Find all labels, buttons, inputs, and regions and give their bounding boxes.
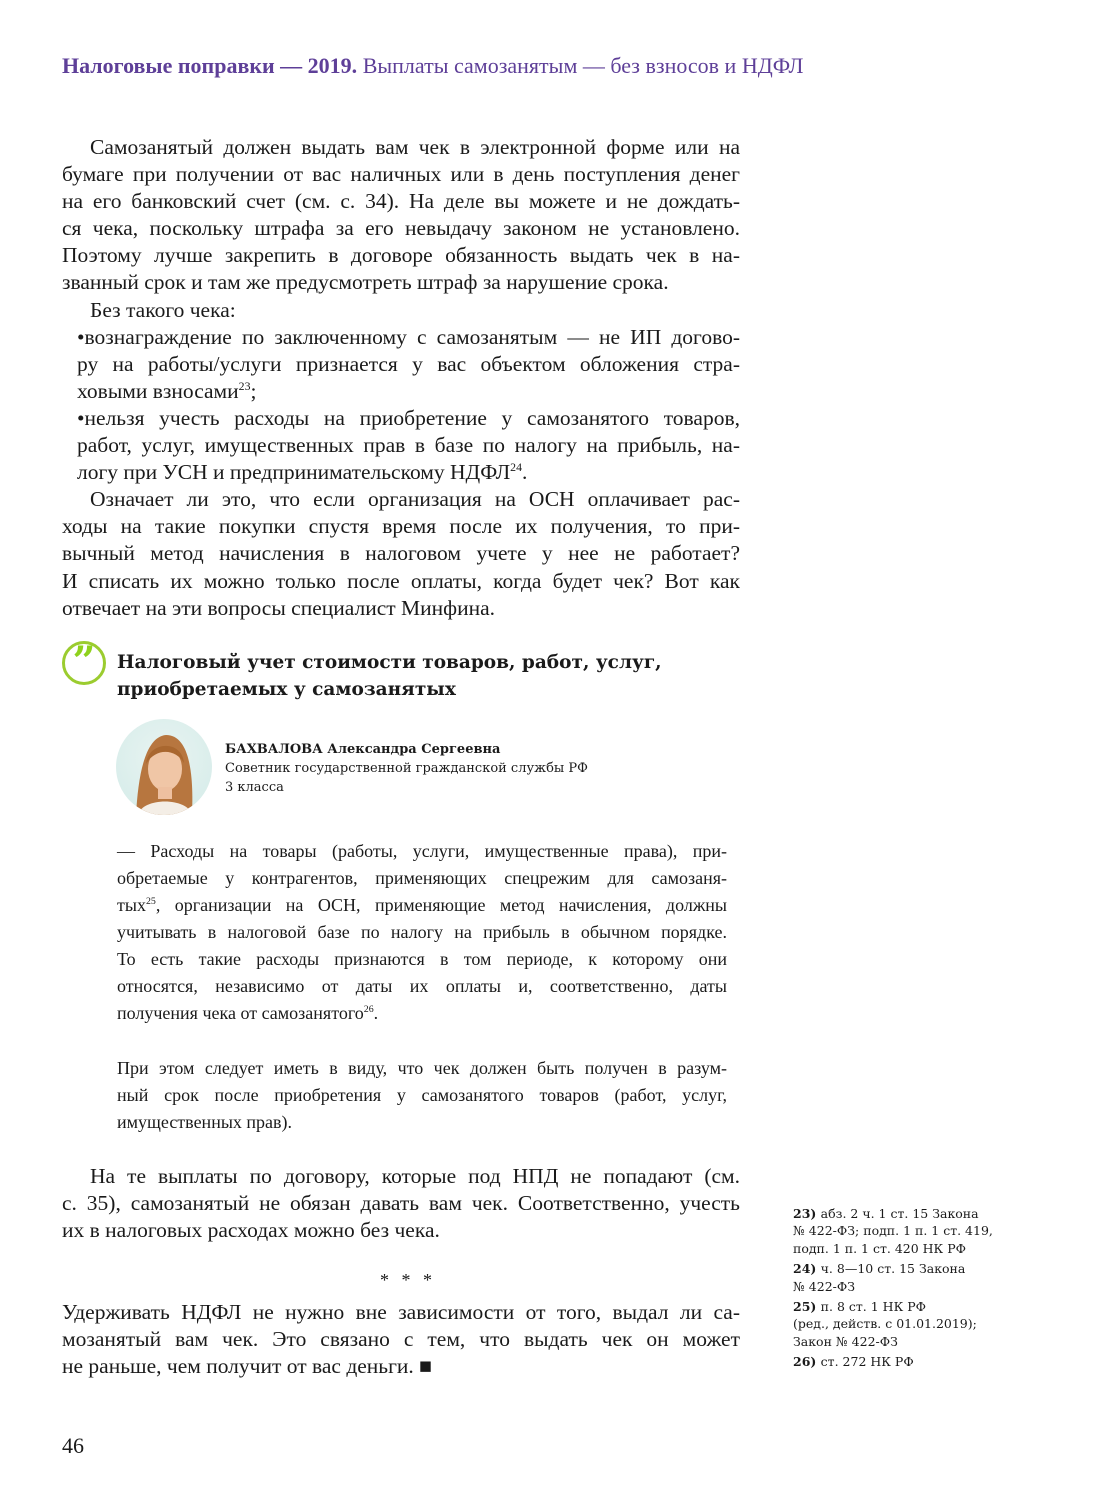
expert-photo bbox=[116, 719, 212, 815]
body-text-final bbox=[62, 1299, 740, 1380]
text-line: мозанятый вам чек. Это связано с тем, что выдать чек он может bbox=[62, 1327, 740, 1352]
text-line: учитывать в налоговой базе по налогу на прибыль в обычном порядке. bbox=[117, 922, 727, 942]
header-title: Выплаты самозанятым — без взносов и НДФЛ bbox=[362, 53, 804, 78]
text-line: При этом следует иметь в виду, что чек должен быть получен в разум- bbox=[117, 1058, 727, 1078]
text-line: ный срок после приобретения у самозанятого товаров (работ, услуг, bbox=[117, 1085, 727, 1105]
text-line: вычный метод начисления в налоговом учете у нее не работает? bbox=[62, 541, 740, 566]
expert-quote bbox=[117, 838, 727, 1027]
text-line: То есть такие расходы признаются в том периоде, к которому они bbox=[117, 949, 727, 969]
text-line: получения чека от самозанятого$^{26}$. bbox=[117, 1003, 379, 1023]
footnote: 26) ст. 272 НК РФ bbox=[793, 1354, 914, 1370]
footnote: 25) п. 8 ст. 1 НК РФ (ред., действ. с 01.01.2019); Закон № 422-ФЗ bbox=[793, 1299, 977, 1349]
footnotes bbox=[793, 1205, 1013, 1374]
running-header bbox=[62, 53, 803, 79]
footnote-number: 25) bbox=[793, 1299, 821, 1315]
text-line: с. 35), самозанятый не обязан давать вам чек. Соответственно, учесть bbox=[62, 1191, 740, 1216]
quote-heading-line: приобретаемых у самозанятых bbox=[117, 679, 456, 700]
footnote-number: 24) bbox=[793, 1261, 821, 1277]
text-line: — Расходы на товары (работы, услуги, имущественные права), при- bbox=[117, 841, 727, 861]
quote-icon: ” bbox=[62, 641, 106, 685]
text-line: тых$^{25}$, организации на ОСН, применяющие метод начисления, должны bbox=[117, 895, 727, 915]
footnote: 23) абз. 2 ч. 1 ст. 15 Закона № 422-ФЗ; подп. 1 п. 1 ст. 419, подп. 1 п. 1 ст. 420 НК РФ bbox=[793, 1206, 993, 1256]
header-section: Налоговые поправки — 2019. bbox=[62, 53, 358, 78]
text-line: •нельзя учесть расходы на приобретение у самозанятого товаров, bbox=[77, 405, 740, 430]
text-line: обретаемые у контрагентов, применяющих спецрежим для самозаня- bbox=[117, 868, 727, 888]
separator: * * * bbox=[380, 1270, 436, 1290]
page-number: 46 bbox=[62, 1433, 84, 1458]
text-line: ховыми взносами$^{23}$; bbox=[77, 378, 257, 403]
text-line: отвечает на эти вопросы специалист Минфина. bbox=[62, 595, 496, 620]
footnote-ref: 24 bbox=[510, 459, 522, 474]
text-line: Самозанятый должен выдать вам чек в электронной форме или на bbox=[90, 135, 740, 159]
expert-position: 3 класса bbox=[225, 780, 284, 795]
footnote-ref: 25 bbox=[145, 896, 156, 907]
body-text-bottom bbox=[62, 1163, 740, 1244]
expert-quote bbox=[117, 1055, 727, 1136]
expert-info bbox=[225, 740, 588, 797]
text-line: работ, услуг, имущественных прав в базе по налогу на прибыль, на- bbox=[77, 433, 740, 458]
expert-position: Советник государственной гражданской службы РФ bbox=[225, 761, 588, 776]
quote-heading bbox=[117, 649, 662, 703]
text-line: их в налоговых расходах можно без чека. bbox=[62, 1218, 440, 1243]
text-line: ходы на такие покупки спустя время после их получения, то при- bbox=[62, 514, 740, 539]
text-line: Удерживать НДФЛ не нужно вне зависимости от того, выдал ли са- bbox=[62, 1300, 740, 1324]
footnote-ref: 23 bbox=[238, 378, 251, 393]
footnote-ref: 26 bbox=[363, 1004, 374, 1015]
footnote-number: 26) bbox=[793, 1354, 821, 1370]
text-line: относятся, независимо от даты их оплаты и, соответственно, даты bbox=[117, 976, 727, 996]
text-line: не раньше, чем получит от вас деньги. ■ bbox=[62, 1354, 433, 1379]
text-line: ру на работы/услуги признается у вас объектом обложения стра- bbox=[77, 351, 740, 376]
text-line: логу при УСН и предпринимательскому НДФЛ$^{24}$. bbox=[77, 459, 528, 485]
text-line: И списать их можно только после оплаты, когда будет чек? Вот как bbox=[62, 568, 740, 593]
text-line: на его банковский счет (см. с. 34). На деле вы можете и не дождать- bbox=[62, 189, 740, 214]
text-line: имущественных прав). bbox=[117, 1112, 293, 1132]
text-line: Означает ли это, что если организация на ОСН оплачивает рас- bbox=[90, 487, 740, 512]
text-line: •вознаграждение по заключенному с самозанятым — не ИП догово- bbox=[77, 324, 740, 349]
text-line: На те выплаты по договору, которые под НПД не попадают (см. bbox=[90, 1164, 740, 1188]
quote-heading-line: Налоговый учет стоимости товаров, работ, услуг, bbox=[117, 652, 662, 673]
text-line: Поэтому лучше закрепить в договоре обязанность выдать чек в на- bbox=[62, 243, 740, 268]
text-line: Без такого чека: bbox=[90, 297, 236, 322]
text-line: бумаге при получении от вас наличных или в день поступления денег bbox=[62, 162, 740, 187]
footnote-number: 23) bbox=[793, 1206, 821, 1221]
text-line: званный срок и там же предусмотреть штраф за нарушение срока. bbox=[62, 270, 669, 295]
text-line: ся чека, поскольку штрафа за его невыдачу законом не установлено. bbox=[62, 216, 740, 241]
body-text-top bbox=[62, 134, 740, 622]
footnote: 24) ч. 8—10 ст. 15 Закона № 422-ФЗ bbox=[793, 1261, 966, 1294]
expert-name: БАХВАЛОВА Александра Сергеевна bbox=[225, 742, 501, 757]
